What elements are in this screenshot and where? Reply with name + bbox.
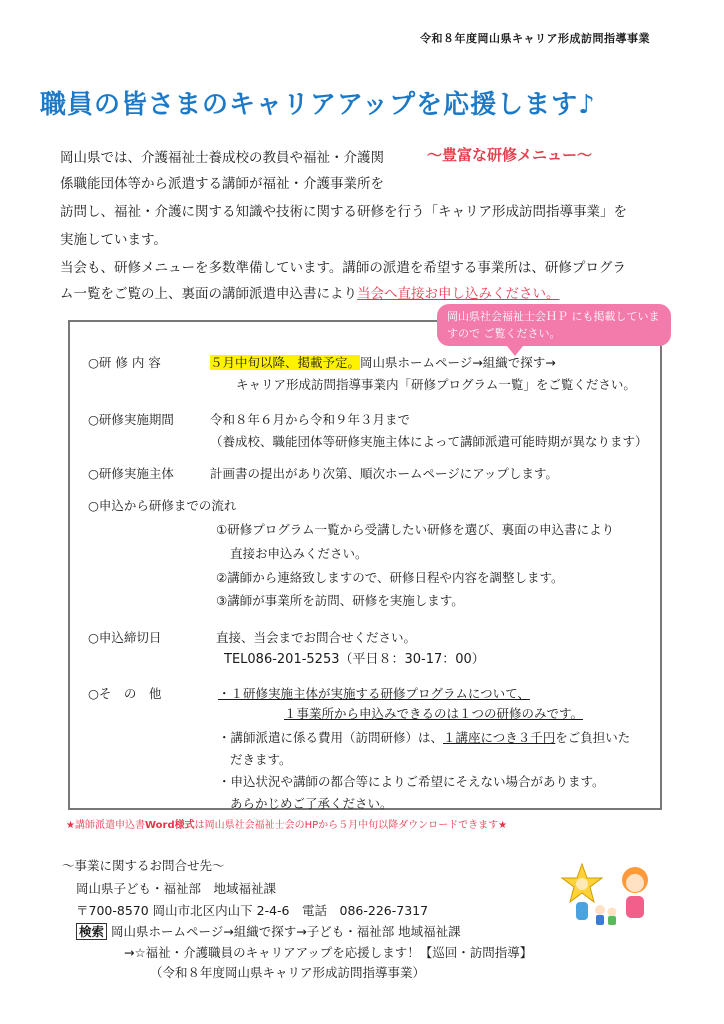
flow-step-1a: ①研修プログラム一覧から受講したい研修を選び、裏面の申込書により — [216, 522, 615, 537]
flow-label: ○申込から研修までの流れ — [88, 498, 237, 513]
other-label: ○そ の 他 — [88, 686, 162, 701]
contact-address: 〒700-8570 岡山市北区内山下 2-4-6 電話 086-226-7317 — [76, 903, 429, 918]
flow-step-2: ②講師から連絡致しますので、研修日程や内容を調整します。 — [216, 570, 564, 585]
word-note-post: は岡山県社会福祉士会のHPから５月中旬以降ダウンロードできます★ — [194, 820, 508, 831]
word-form-note — [66, 816, 507, 831]
fee-amount: １講座につき３千円 — [443, 730, 556, 745]
fee-text-post: をご負担いた — [555, 730, 631, 745]
contact-project: （令和８年度岡山県キャリア形成訪問指導事業） — [150, 965, 426, 980]
header-project-tag: 令和８年度岡山県キャリア形成訪問指導事業 — [420, 32, 650, 45]
hp-notice-bubble: 岡山県社会福祉士会ＨＰ にも掲載していますので ご覧ください。 — [437, 304, 671, 346]
fee-text: ・講師派遣に係る費用（訪問研修）は、 — [218, 730, 444, 745]
period-line-1: 令和８年６月から令和９年３月まで — [210, 412, 411, 427]
contact-heading: ～事業に関するお問合せ先～ — [62, 858, 225, 873]
other-bullet-1a: ・１研修実施主体が実施する研修プログラムについて、 — [218, 686, 530, 701]
organizer-label: ○研修実施主体 — [88, 466, 174, 481]
other-bullet-3b: あらかじめご了承ください。 — [230, 796, 393, 811]
intro-line-4: 実施しています。 — [60, 232, 167, 248]
page-title: 職員の皆さまのキャリアアップを応援します♪ — [40, 90, 596, 120]
contact-link-line: →☆福祉・介護職員のキャリアアップを応援します！【巡回・訪問指導】 — [124, 945, 533, 960]
mascot-illustration — [560, 862, 660, 932]
deadline-phone: TEL086-201-5253（平日８：30-17：00） — [224, 652, 485, 667]
organizer-line-1: 計画書の提出があり次第、順次ホームページにアップします。 — [210, 466, 558, 481]
word-note-pre: ★講師派遣申込書 — [66, 820, 145, 831]
period-line-2: （養成校、職能団体等研修実施主体によって講師派遣可能時期が異なります） — [210, 434, 648, 449]
contact-dept: 岡山県子ども・福祉部 地域福祉課 — [76, 881, 277, 896]
intro-line-6 — [60, 284, 560, 305]
other-bullet-2a — [218, 728, 630, 746]
content-label: ○研 修 内 容 — [88, 355, 161, 370]
intro-line-5: 当会も、研修メニューを多数準備しています。講師の派遣を希望する事業所は、研修プログラ — [60, 260, 626, 276]
other-bullet-1b: １事業所から申込みできるのは１つの研修のみです。 — [284, 706, 584, 721]
other-bullet-2b: だきます。 — [230, 752, 292, 767]
flow-step-3: ③講師が事業所を訪問、研修を実施します。 — [216, 593, 464, 608]
content-line-1 — [210, 353, 556, 371]
intro-line-6-text: ム一覧をご覧の上、裏面の講師派遣申込書により — [60, 286, 357, 302]
word-note-bold: Word様式 — [144, 820, 195, 831]
menu-callout: ～豊富な研修メニュー～ — [427, 146, 593, 164]
period-label: ○研修実施期間 — [88, 412, 174, 427]
deadline-label: ○申込締切日 — [88, 630, 162, 645]
contact-search — [76, 922, 461, 940]
search-path: 岡山県ホームページ→組織で探す→子ども・福祉部 地域福祉課 — [111, 924, 461, 939]
search-label: 検索 — [76, 923, 107, 940]
content-line-2: キャリア形成訪問指導事業内「研修プログラム一覧」をご覧ください。 — [236, 377, 636, 392]
intro-line-2: 係職能団体等から派遣する講師が福祉・介護事業所を — [60, 176, 384, 192]
intro-line-3: 訪問し、福祉・介護に関する知識や技術に関する研修を行う「キャリア形成訪問指導事業」を — [60, 204, 627, 220]
apply-directly-text: 当会へ直接お申し込みください。 — [357, 286, 560, 302]
deadline-line-1: 直接、当会までお問合せください。 — [216, 630, 417, 645]
intro-line-1: 岡山県では、介護福祉士養成校の教員や福祉・介護関 — [60, 150, 384, 166]
flow-step-1b: 直接お申込みください。 — [230, 546, 368, 561]
other-bullet-3a: ・申込状況や講師の都合等によりご希望にそえない場合があります。 — [218, 774, 605, 789]
content-line-1-rest: 岡山県ホームページ→組織で探す→ — [360, 355, 556, 370]
content-highlight: ５月中旬以降、掲載予定。 — [210, 355, 361, 370]
